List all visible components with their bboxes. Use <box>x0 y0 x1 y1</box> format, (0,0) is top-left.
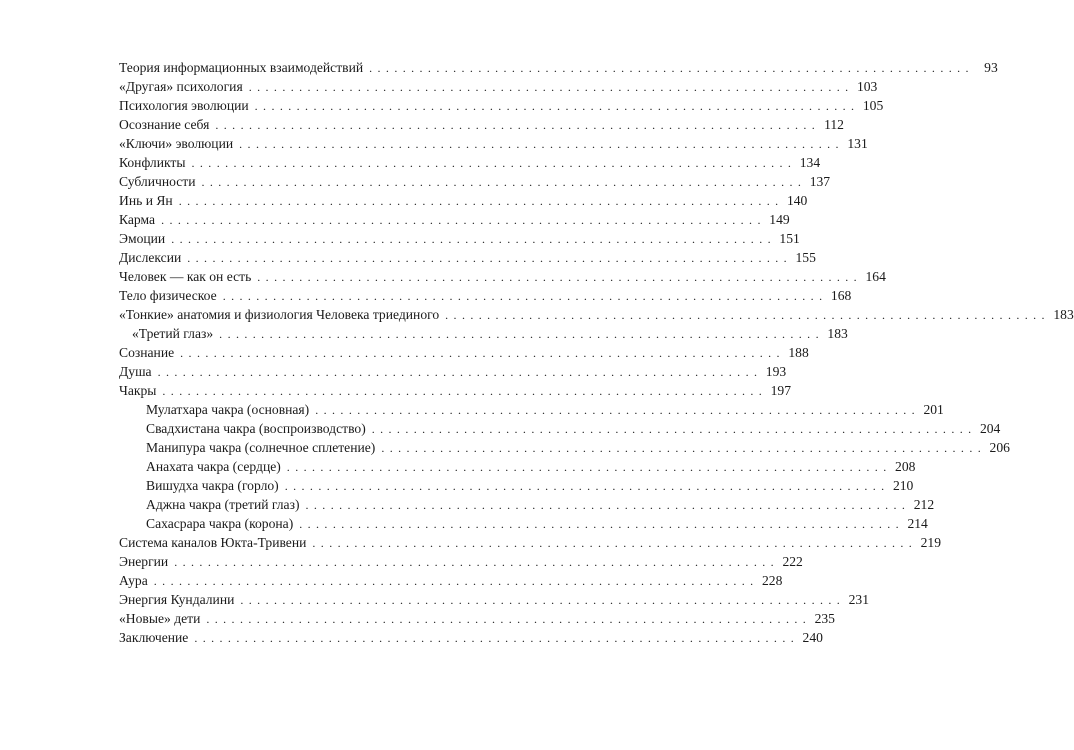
toc-leader-dots <box>206 610 807 629</box>
toc-leader-dots <box>299 515 900 534</box>
toc-entry <box>119 267 886 286</box>
toc-entry-page-number: 231 <box>848 592 869 607</box>
toc-entry-title: «Другая» психология <box>119 79 243 94</box>
toc-entry <box>119 571 783 590</box>
toc-leader-dots <box>239 135 840 154</box>
toc-entry-title: «Тонкие» анатомия и физиология Человека триединого <box>119 307 440 322</box>
toc-entry <box>119 229 800 248</box>
toc-entry-title: Осознание себя <box>119 117 210 132</box>
toc-entry <box>119 552 803 571</box>
toc-entry-title: Субличности <box>119 174 196 189</box>
toc-entry-page-number: 131 <box>847 136 868 151</box>
toc-entry-page-number: 112 <box>824 117 844 132</box>
toc-entry-title: Заключение <box>119 630 189 645</box>
toc-entry-title: Человек — как он есть <box>119 269 252 284</box>
toc-entry <box>119 343 809 362</box>
toc-entry <box>119 305 1074 324</box>
toc-leader-dots <box>161 211 762 230</box>
toc-leader-dots <box>154 572 755 591</box>
toc-entry-title: Свадхистана чакра (воспроизводство) <box>146 421 366 436</box>
toc-entry <box>119 58 998 77</box>
toc-entry-page-number: 149 <box>769 212 790 227</box>
toc-entry-title: «Ключи» эволюции <box>119 136 234 151</box>
toc-leader-dots <box>255 97 856 116</box>
toc-entry-page-number: 193 <box>765 364 787 379</box>
toc-leader-dots <box>215 116 816 135</box>
toc-entry-title: Дислексии <box>119 250 182 265</box>
toc-entry-page-number: 208 <box>895 459 916 474</box>
toc-leader-dots <box>223 287 824 306</box>
toc-entry <box>119 286 852 305</box>
toc-leader-dots <box>381 439 982 458</box>
toc-entry <box>119 628 823 647</box>
toc-entry <box>119 134 868 153</box>
table-of-contents <box>119 58 1074 647</box>
toc-entry-page-number: 201 <box>923 402 944 417</box>
toc-entry <box>119 153 821 172</box>
toc-entry-page-number: 105 <box>862 98 884 113</box>
toc-entry-page-number: 235 <box>814 611 835 626</box>
toc-entry-title: «Третий глаз» <box>132 326 214 341</box>
toc-entry <box>119 362 787 381</box>
toc-entry <box>119 419 1001 438</box>
toc-entry <box>119 172 831 191</box>
toc-entry-title: Анахата чакра (сердце) <box>146 459 281 474</box>
toc-entry-page-number: 183 <box>1053 307 1074 322</box>
toc-leader-dots <box>312 534 913 553</box>
toc-entry-title: Конфликты <box>119 155 186 170</box>
toc-entry-title: Душа <box>119 364 152 379</box>
toc-entry-title: Аджна чакра (третий глаз) <box>146 497 300 512</box>
toc-leader-dots <box>194 629 795 648</box>
toc-leader-dots <box>162 382 763 401</box>
toc-entry-title: Вишудха чакра (горло) <box>146 478 279 493</box>
toc-entry-title: Чакры <box>119 383 157 398</box>
toc-leader-dots <box>174 553 775 572</box>
toc-entry-title: Манипура чакра (солнечное сплетение) <box>146 440 376 455</box>
toc-entry <box>119 400 944 419</box>
toc-entry-title: Психология эволюции <box>119 98 249 113</box>
toc-leader-dots <box>306 496 907 515</box>
toc-entry-title: Энергия Кундалини <box>119 592 235 607</box>
toc-entry-page-number: 222 <box>782 554 803 569</box>
toc-leader-dots <box>240 591 841 610</box>
toc-entry-title: Эмоции <box>119 231 166 246</box>
toc-leader-dots <box>187 249 788 268</box>
toc-entry-page-number: 183 <box>827 326 848 341</box>
toc-entry <box>119 438 1010 457</box>
toc-leader-dots <box>372 420 973 439</box>
toc-leader-dots <box>287 458 888 477</box>
toc-entry <box>119 77 878 96</box>
toc-entry-title: Мулатхара чакра (основная) <box>146 402 310 417</box>
toc-leader-dots <box>315 401 916 420</box>
toc-entry-page-number: 168 <box>830 288 852 303</box>
toc-leader-dots <box>158 363 759 382</box>
toc-entry <box>119 476 914 495</box>
toc-entry-title: Сахасрара чакра (корона) <box>146 516 294 531</box>
toc-entry <box>119 96 884 115</box>
toc-entry-page-number: 210 <box>892 478 914 493</box>
toc-entry-page-number: 164 <box>865 269 886 284</box>
toc-entry <box>119 115 844 134</box>
toc-leader-dots <box>180 344 781 363</box>
toc-leader-dots <box>285 477 886 496</box>
toc-entry-title: Теория информационных взаимодействий <box>119 60 364 75</box>
toc-entry <box>119 191 808 210</box>
toc-entry-title: Карма <box>119 212 156 227</box>
toc-entry-title: Энергии <box>119 554 169 569</box>
toc-entry <box>119 210 790 229</box>
toc-entry <box>119 514 928 533</box>
toc-entry <box>119 248 816 267</box>
toc-entry-page-number: 188 <box>788 345 809 360</box>
toc-entry <box>119 609 835 628</box>
toc-leader-dots <box>249 78 850 97</box>
toc-entry-page-number: 228 <box>762 573 783 588</box>
toc-entry <box>119 457 916 476</box>
toc-leader-dots <box>257 268 858 287</box>
toc-entry-title: Аура <box>119 573 148 588</box>
toc-entry-title: «Новые» дети <box>119 611 201 626</box>
toc-leader-dots <box>201 173 802 192</box>
toc-entry-title: Тело физическое <box>119 288 217 303</box>
toc-entry-title: Инь и Ян <box>119 193 173 208</box>
toc-entry-page-number: 197 <box>770 383 792 398</box>
toc-leader-dots <box>445 306 1046 325</box>
toc-entry-page-number: 155 <box>795 250 816 265</box>
toc-entry-page-number: 214 <box>907 516 928 531</box>
toc-leader-dots <box>219 325 820 344</box>
toc-entry-title: Сознание <box>119 345 175 360</box>
toc-entry-page-number: 93 <box>984 60 998 75</box>
toc-entry-page-number: 151 <box>779 231 800 246</box>
toc-entry-page-number: 206 <box>989 440 1010 455</box>
toc-entry-title: Система каналов Юкта-Тривени <box>119 535 307 550</box>
toc-leader-dots <box>179 192 780 211</box>
toc-entry-page-number: 240 <box>802 630 823 645</box>
toc-entry <box>119 495 935 514</box>
toc-entry-page-number: 140 <box>786 193 808 208</box>
toc-entry <box>119 324 848 343</box>
toc-leader-dots <box>369 59 970 78</box>
toc-entry-page-number: 103 <box>856 79 878 94</box>
toc-entry <box>119 590 869 609</box>
toc-entry <box>119 533 942 552</box>
toc-entry-page-number: 137 <box>809 174 831 189</box>
toc-entry-page-number: 204 <box>979 421 1001 436</box>
toc-entry-page-number: 212 <box>913 497 935 512</box>
toc-entry-page-number: 219 <box>920 535 942 550</box>
toc-leader-dots <box>192 154 793 173</box>
toc-leader-dots <box>171 230 772 249</box>
toc-entry <box>119 381 792 400</box>
toc-entry-page-number: 134 <box>799 155 821 170</box>
